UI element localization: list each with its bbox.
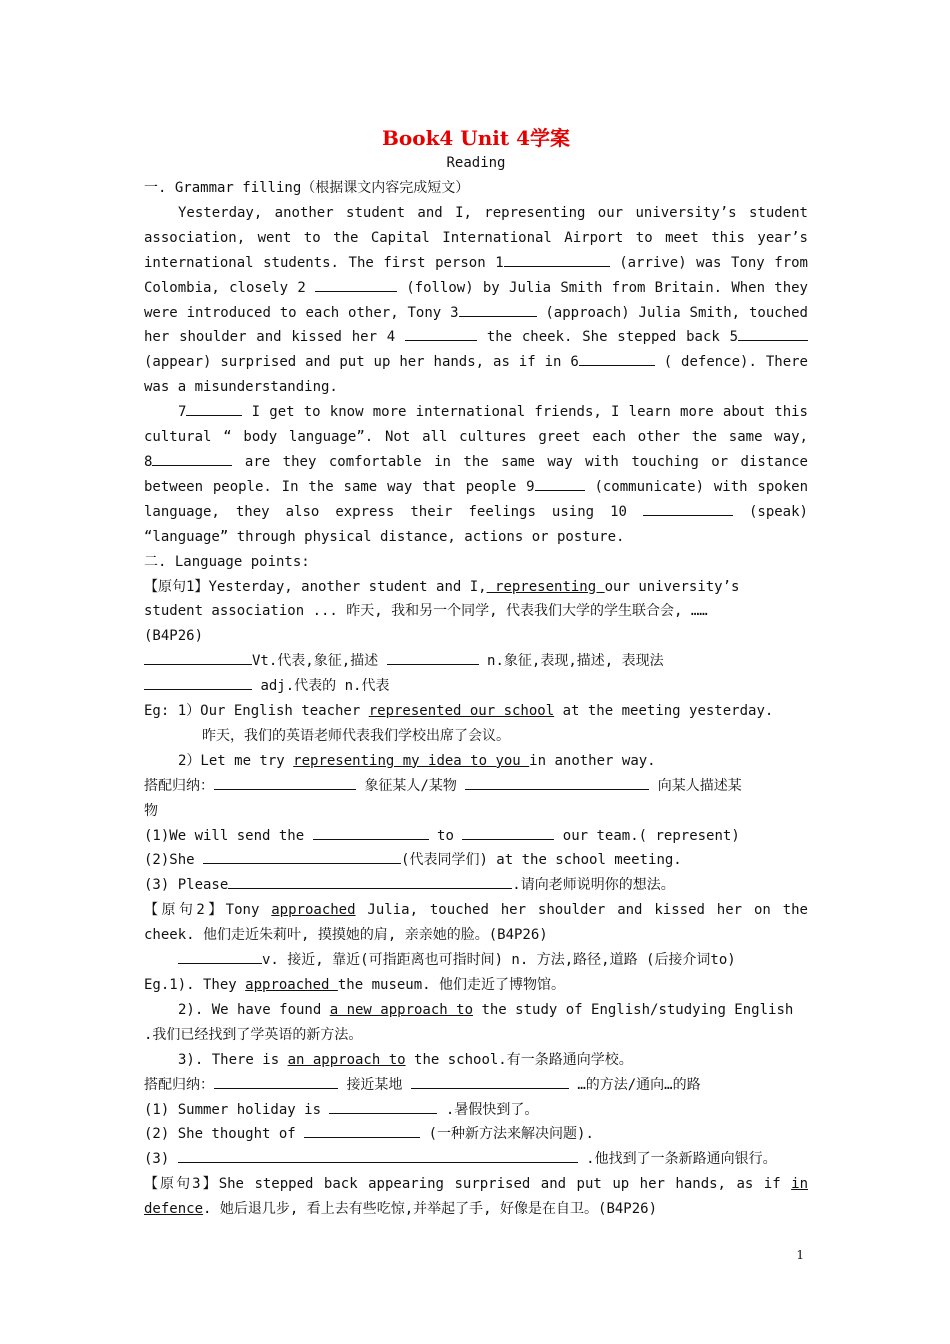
document-page <box>144 124 808 1222</box>
collocation-summary-cont: 物 <box>144 802 158 819</box>
exercise-line: (2)She (代表同学们) at the school meeting. <box>144 848 808 873</box>
blank-collocation-1[interactable] <box>214 774 356 790</box>
blank-exercise[interactable] <box>178 1147 578 1163</box>
example-line: 2）Let me try representing my idea to you in another way. <box>178 752 656 769</box>
section-heading-language: 二. Language points: <box>144 553 310 570</box>
sentence-3: 【原句3】She stepped back appearing surprised and put up her hands, as if in <box>144 1176 808 1193</box>
passage-line: cultural “ body language”. Not all cultures greet each other the same way, <box>144 429 808 446</box>
sentence-1-translation: student association ... 昨天, 我和另一个同学, 代表我们大学的学生联合会, …… <box>144 603 708 620</box>
vocab-line: adj.代表的 n.代表 <box>144 674 808 699</box>
page-number: 1 <box>796 1248 804 1262</box>
blank-exercise[interactable] <box>462 824 554 840</box>
example-line: Eg: 1）Our English teacher represented our school at the meeting yesterday. <box>144 703 774 720</box>
passage-line: association, went to the Capital International Airport to meet this year’s <box>144 229 808 246</box>
blank-1[interactable] <box>504 251 610 267</box>
blank-exercise[interactable] <box>203 848 401 864</box>
blank-4[interactable] <box>405 325 477 341</box>
sentence-2-translation: cheek. 他们走近朱莉叶, 摸摸她的肩, 亲亲她的脸。(B4P26) <box>144 927 548 944</box>
section-heading-grammar: 一. Grammar filling（根据课文内容完成短文） <box>144 180 470 196</box>
blank-vocab-3[interactable] <box>144 674 252 690</box>
sentence-3-cont: defence. 她后退几步, 看上去有些吃惊,并举起了手, 好像是在自卫。(B4P26) <box>144 1201 658 1218</box>
blank-collocation-3[interactable] <box>214 1073 338 1089</box>
exercise-line: (2) She thought of (一种新方法来解决问题). <box>144 1122 808 1147</box>
blank-collocation-2[interactable] <box>465 774 649 790</box>
passage-line: between people. In the same way that people 9 (communicate) with spoken <box>144 475 808 500</box>
passage-line: 8 are they comfortable in the same way with touching or distance <box>144 450 808 475</box>
passage-line: language, they also express their feelings using 10 (speak) <box>144 500 808 525</box>
blank-2[interactable] <box>315 276 397 292</box>
passage-line: international students. The first person 1 (arrive) was Tony from <box>144 251 808 276</box>
passage-line: Yesterday, another student and I, representing our university’s student <box>178 204 808 221</box>
blank-6[interactable] <box>579 350 655 366</box>
passage-line: (appear) surprised and put up her hands, as if in 6 ( defence). There <box>144 350 808 375</box>
exercise-line: (3) .他找到了一条新路通向银行。 <box>144 1147 808 1172</box>
exercise-line: (1)We will send the to our team.( represent) <box>144 824 808 849</box>
passage-line: her shoulder and kissed her 4 the cheek. She stepped back 5 <box>144 325 808 350</box>
blank-3[interactable] <box>459 301 537 317</box>
passage-line: was a misunderstanding. <box>144 379 338 396</box>
vocab-line: v. 接近, 靠近(可指距离也可指时间) n. 方法,路径,道路 (后接介词to) <box>144 948 808 973</box>
blank-10[interactable] <box>643 500 733 516</box>
example-line: 2). We have found a new approach to the study of English/studying English <box>178 1001 794 1018</box>
blank-8[interactable] <box>152 450 232 466</box>
vocab-line: Vt.代表,象征,描述 n.象征,表现,描述, 表现法 <box>144 649 808 674</box>
blank-collocation-4[interactable] <box>411 1073 569 1089</box>
blank-9[interactable] <box>535 475 585 491</box>
blank-7[interactable] <box>186 400 242 416</box>
blank-exercise[interactable] <box>329 1098 437 1114</box>
collocation-summary: 搭配归纳： 接近某地 …的方法/通向…的路 <box>144 1073 808 1098</box>
example-line: 3). There is an approach to the school.有一条路通向学校。 <box>178 1051 633 1068</box>
blank-vocab-4[interactable] <box>178 948 262 964</box>
sentence-2: 【原句2】Tony approached Julia, touched her shoulder and kissed her on the <box>144 902 808 919</box>
blank-vocab-2[interactable] <box>387 649 479 665</box>
example-translation: 昨天，我们的英语老师代表我们学校出席了会议。 <box>202 727 510 744</box>
blank-exercise[interactable] <box>313 824 429 840</box>
page-subtitle: Reading <box>446 155 506 171</box>
blank-exercise[interactable] <box>304 1122 420 1138</box>
passage-line: Colombia, closely 2 (follow) by Julia Smith from Britain. When they <box>144 276 808 301</box>
sentence-1: 【原句1】Yesterday, another student and I, representing our university’s <box>144 578 740 595</box>
source-ref: (B4P26) <box>144 628 204 645</box>
page-title: Book4 Unit 4学案 <box>381 126 571 150</box>
example-translation: .我们已经找到了学英语的新方法。 <box>144 1026 363 1043</box>
blank-exercise[interactable] <box>228 873 512 889</box>
exercise-line: (1) Summer holiday is .暑假快到了。 <box>144 1098 808 1123</box>
example-line: Eg.1). They approached the museum. 他们走近了博物馆。 <box>144 977 566 993</box>
passage-line: “language” through physical distance, actions or posture. <box>144 528 625 545</box>
blank-5[interactable] <box>738 325 808 341</box>
passage-line: were introduced to each other, Tony 3 (approach) Julia Smith, touched <box>144 301 808 326</box>
collocation-summary: 搭配归纳： 象征某人/某物 向某人描述某 <box>144 774 808 799</box>
exercise-line: (3) Please .请向老师说明你的想法。 <box>144 873 808 898</box>
passage-line: 7 I get to know more international friends, I learn more about this <box>144 400 808 425</box>
blank-vocab-1[interactable] <box>144 649 252 665</box>
